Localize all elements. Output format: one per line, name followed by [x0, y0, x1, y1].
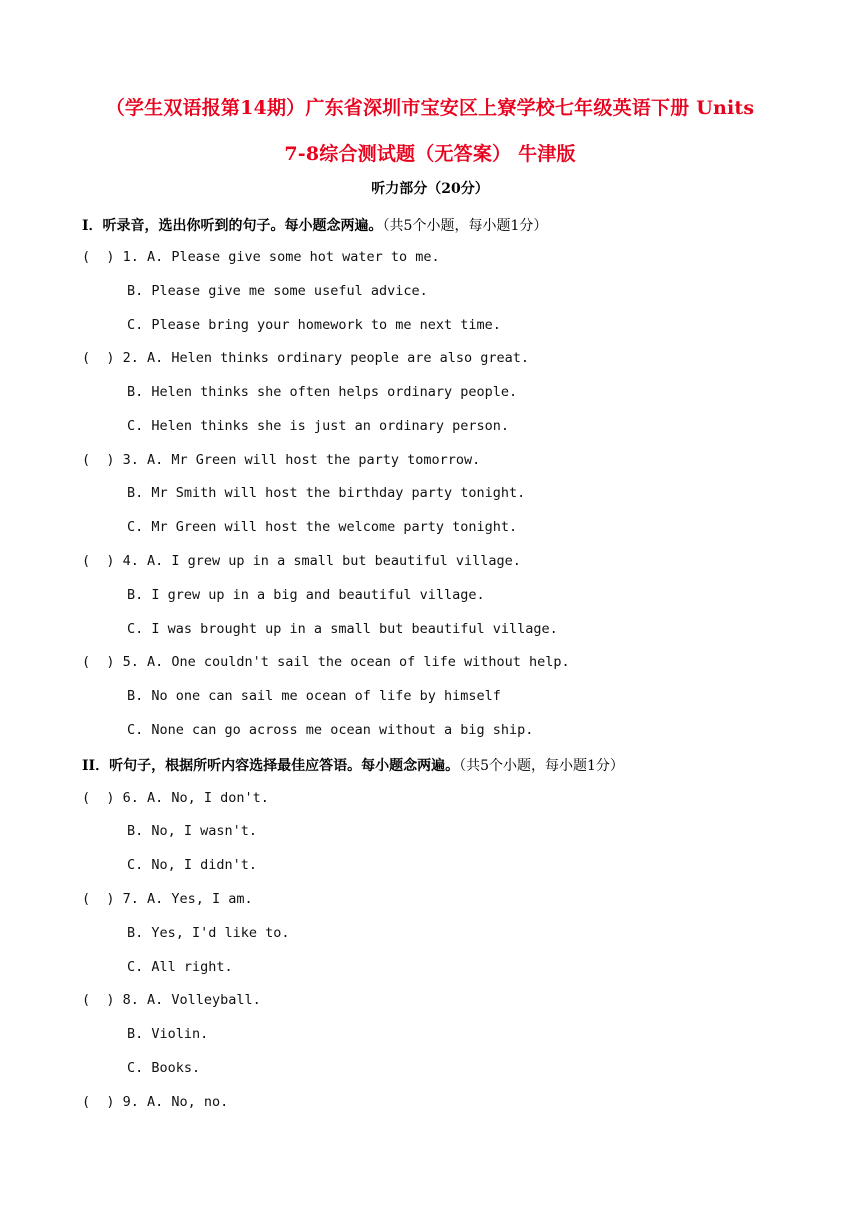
- question-4-option-a: ( ) 4. A. I grew up in a small but beautiful village.: [82, 553, 521, 569]
- question-3-option-c: C. Mr Green will host the welcome party tonight.: [127, 519, 518, 535]
- section-2-note: （共5个小题，每小题1分）: [459, 758, 624, 774]
- question-6-option-a: ( ) 6. A. No, I don't.: [82, 790, 269, 806]
- question-8-option-b: B. Violin.: [127, 1026, 209, 1042]
- question-1-option-c: C. Please bring your homework to me next time.: [127, 317, 501, 333]
- question-1-option-a: ( ) 1. A. Please give some hot water to me.: [82, 249, 440, 265]
- question-4-option-c: C. I was brought up in a small but beautiful village.: [127, 621, 558, 637]
- section-1-note: （共5个小题，每小题1分）: [382, 218, 548, 234]
- question-6-option-c: C. No, I didn't.: [127, 857, 258, 873]
- question-5-option-b: B. No one can sail me ocean of life by himself: [127, 688, 501, 704]
- document-title-line-1: （学生双语报第14期）广东省深圳市宝安区上寮学校七年级英语下册 Units: [105, 97, 755, 119]
- question-3-option-b: B. Mr Smith will host the birthday party tonight.: [127, 485, 526, 501]
- question-9-option-a: ( ) 9. A. No, no.: [82, 1094, 229, 1110]
- listening-section-subtitle: 听力部分（20分）: [371, 181, 489, 197]
- section-1-heading: [82, 215, 547, 235]
- section-2-heading: [82, 755, 624, 775]
- question-2-option-a: ( ) 2. A. Helen thinks ordinary people are also great.: [82, 350, 530, 366]
- question-6-option-b: B. No, I wasn't.: [127, 823, 258, 839]
- question-5-option-a: ( ) 5. A. One couldn't sail the ocean of life without help.: [82, 654, 570, 670]
- section-2-title: II．听句子，根据所听内容选择最佳应答语。每小题念两遍。: [82, 758, 460, 774]
- question-3-option-a: ( ) 3. A. Mr Green will host the party tomorrow.: [82, 452, 481, 468]
- document-title-line-2: 7-8综合测试题（无答案） 牛津版: [284, 143, 576, 165]
- question-1-option-b: B. Please give me some useful advice.: [127, 283, 428, 299]
- question-2-option-c: C. Helen thinks she is just an ordinary person.: [127, 418, 510, 434]
- question-7-option-a: ( ) 7. A. Yes, I am.: [82, 891, 253, 907]
- question-2-option-b: B. Helen thinks she often helps ordinary people.: [127, 384, 518, 400]
- question-4-option-b: B. I grew up in a big and beautiful village.: [127, 587, 485, 603]
- question-7-option-c: C. All right.: [127, 959, 233, 975]
- question-7-option-b: B. Yes, I'd like to.: [127, 925, 290, 941]
- question-5-option-c: C. None can go across me ocean without a big ship.: [127, 722, 534, 738]
- section-1-title: I．听录音，选出你听到的句子。每小题念两遍。: [82, 218, 383, 234]
- question-8-option-a: ( ) 8. A. Volleyball.: [82, 992, 261, 1008]
- question-8-option-c: C. Books.: [127, 1060, 201, 1076]
